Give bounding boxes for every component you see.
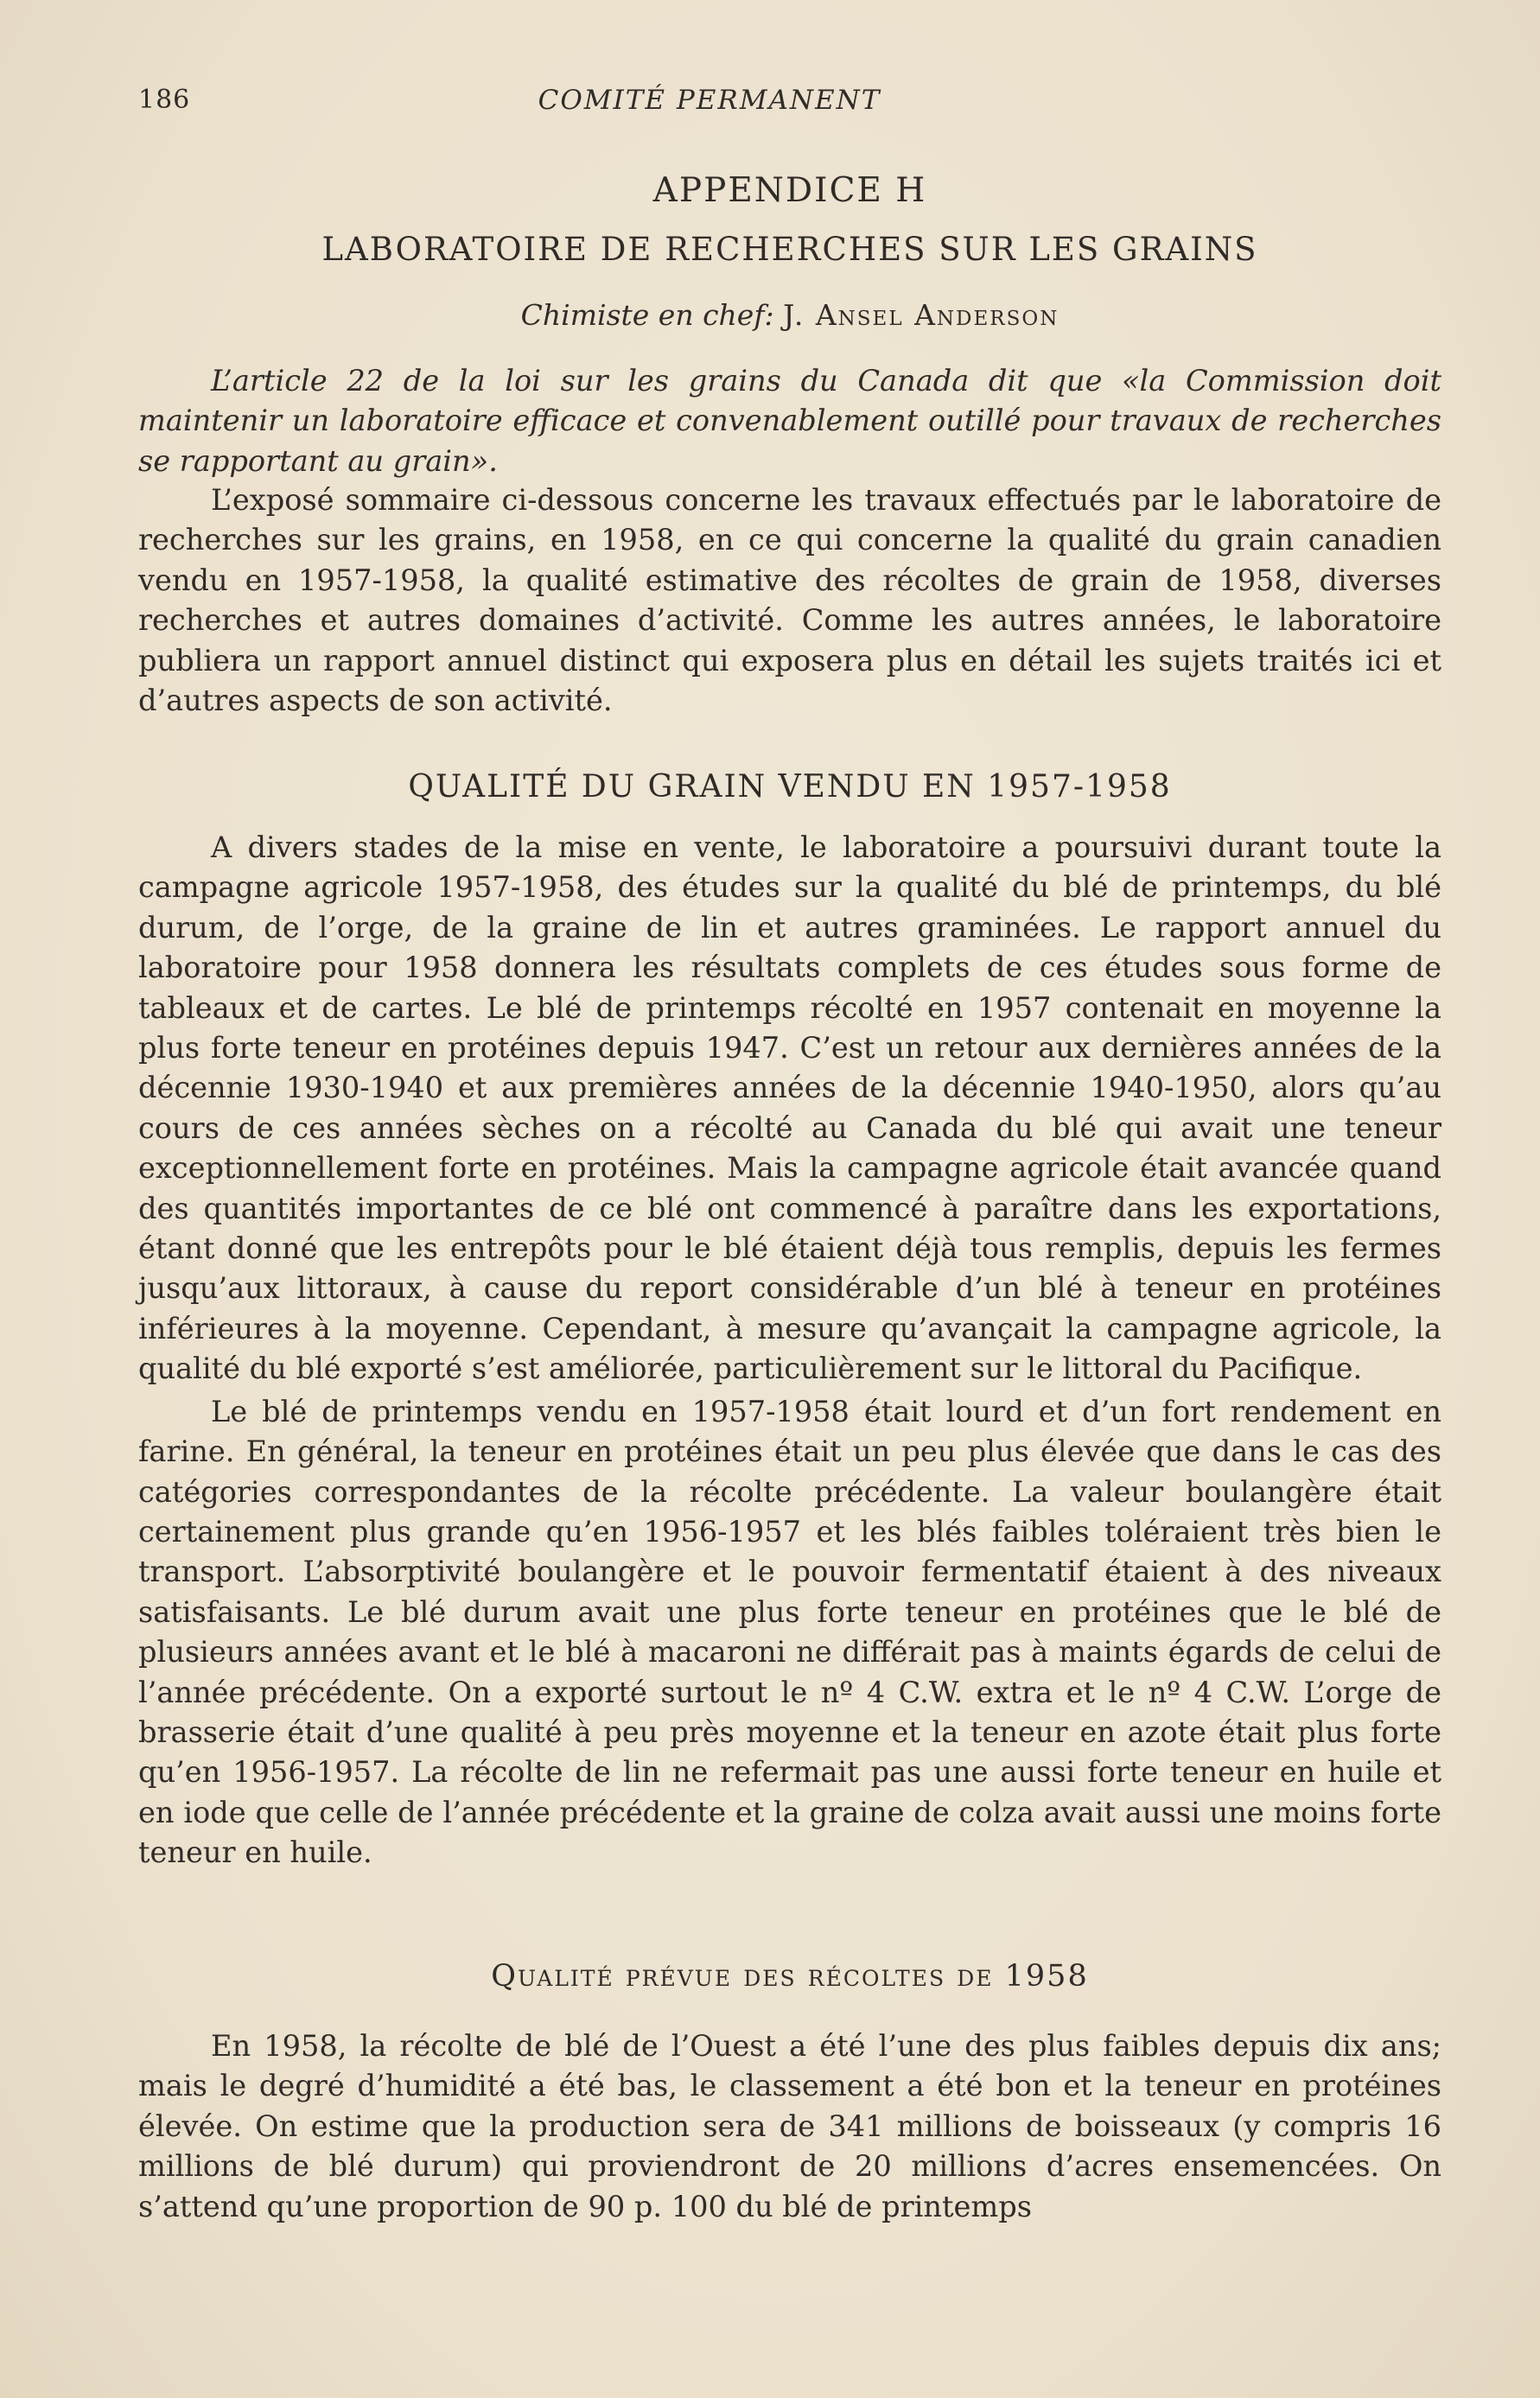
running-head: COMITÉ PERMANENT [538,85,881,116]
section-crop-forecast-body [138,2026,1441,2227]
page-number: 186 [138,85,191,115]
intro-quote-block [138,361,1441,481]
summary-paragraph: L’exposé sommaire ci-dessous concerne les travaux effectués par le laboratoire de recherches sur les grains, en 1958, en ce qui concerne la qualité du grain canadien vendu en 1957-1958, la qualité estimative des récoltes de grain de 1958, diverses recherches et autres domaines d’activité. Comme les autres années, le laboratoire publiera un rapport annuel distinct qui exposera plus en détail les sujets traités ici et d’autres aspects de son activité. [138,483,1441,718]
section-grain-quality-body [138,828,1441,1873]
appendix-title: APPENDICE H [652,171,927,210]
chemist-name: J. Ansel Anderson [783,298,1060,332]
section-heading-crop-forecast: Qualité prévue des récoltes de 1958 [491,1959,1089,1994]
section2-paragraph: En 1958, la récolte de blé de l’Ouest a été l’une des plus faibles depuis dix ans; mais le degré d’humidité a été bas, le classement a été bon et la teneur en protéines élevée. On estime que la production sera de 341 millions de boisseaux (y compris 16 millions de blé durum) qui proviendront de 20 millions d’acres ensemencées. On s’attend qu’une proportion de 90 p. 100 du blé de printemps [138,2029,1441,2223]
laboratory-title: LABORATOIRE DE RECHERCHES SUR LES GRAINS [321,231,1258,268]
chief-chemist-line [138,298,1441,332]
section1-paragraph: A divers stades de la mise en vente, le laboratoire a poursuivi durant toute la campagne agricole 1957-1958, des études sur la qualité du blé de printemps, du blé durum, de l’orge, de la graine de lin et autres graminées. Le rapport annuel du laboratoire pour 1958 donnera les résultats complets de ces études sous forme de tableaux et de cartes. Le blé de printemps récolté en 1957 contenait en moyenne la plus forte teneur en protéines depuis 1947. C’est un retour aux dernières années de la décennie 1930-1940 et aux premières années de la décennie 1940-1950, alors qu’au cours de ces années sèches on a récolté au Canada du blé qui avait une teneur exceptionnellement forte en protéines. Mais la campagne agricole était avancée quand des quantités importantes de ce blé ont commencé à paraître dans les exportations, étant donné que les entrepôts pour le blé étaient déjà tous remplis, depuis les fermes jusqu’aux littoraux, à cause du report considérable d’un blé à teneur en protéines inférieures à la moyenne. Cependant, à mesure qu’avançait la campagne agricole, la qualité du blé exporté s’est améliorée, particulièrement sur le littoral du Pacifique. [138,830,1441,1386]
page-header [138,85,1435,128]
section-heading-grain-quality: QUALITÉ DU GRAIN VENDU EN 1957-1958 [408,769,1172,805]
chemist-role: Chimiste en chef: [520,298,774,332]
section1-paragraph: Le blé de printemps vendu en 1957-1958 était lourd et d’un fort rendement en farine. En général, la teneur en protéines était un peu plus élevée que dans le cas des catégories correspondantes de la récolte précédente. La valeur boulangère était certainement plus grande qu’en 1956-1957 et les blés faibles toléraient très bien le transport. L’absorptivité boulangère et le pouvoir fermentatif étaient à des niveaux satisfaisants. Le blé durum avait une plus forte teneur en protéines que le blé de plusieurs années avant et le blé à macaroni ne différait pas à maints égards de celui de l’année précédente. On a exporté surtout le nº 4 C.W. extra et le nº 4 C.W. L’orge de brasserie était d’une qualité à peu près moyenne et la teneur en azote était plus forte qu’en 1956-1957. La récolte de lin ne refermait pas une aussi forte teneur en huile et en iode que celle de l’année précédente et la graine de colza avait aussi une moins forte teneur en huile. [138,1394,1441,1870]
intro-quote-paragraph: L’article 22 de la loi sur les grains du Canada dit que «la Commission doit maintenir un laboratoire efficace et convenablement outillé pour travaux de recherches se rapportant au grain». [138,364,1441,478]
summary-block [138,480,1441,721]
